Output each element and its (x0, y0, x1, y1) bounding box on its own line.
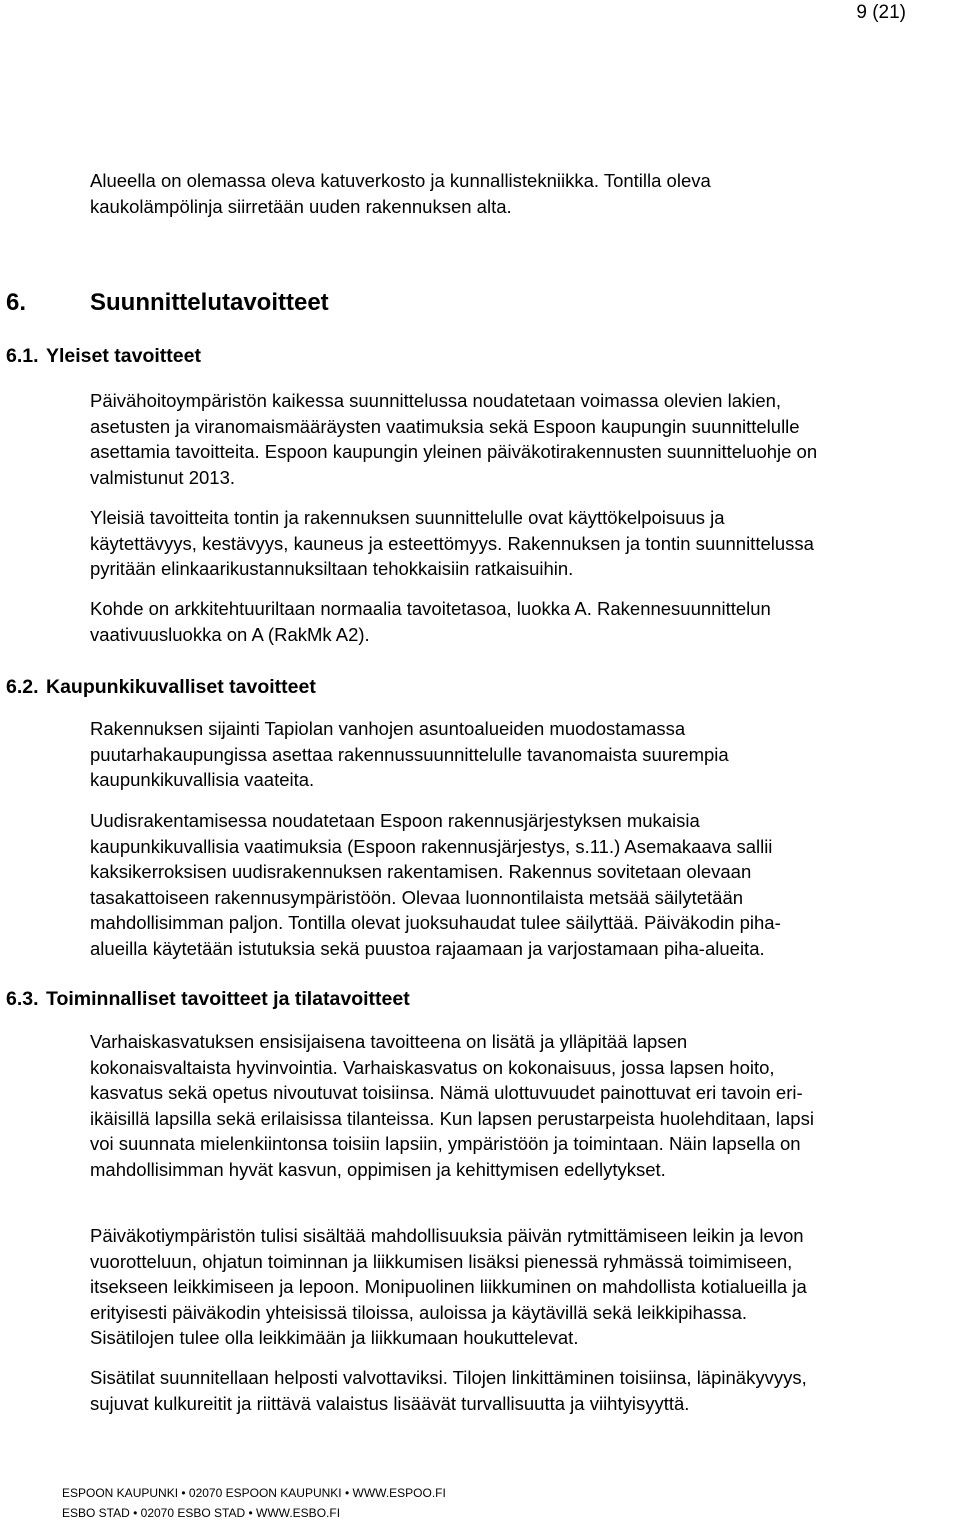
section-number: 6.2. (6, 676, 39, 698)
text-line: voi suunnata mielenkiintonsa toisiin lapsiin, ympäristöön ja toimintaan. Näin lapsella on (90, 1133, 801, 1155)
paragraph (90, 716, 940, 793)
page-number: 9 (21) (856, 2, 906, 23)
text-line: Sisätilojen tulee olla leikkimään ja liikkumaan houkuttelevat. (90, 1327, 579, 1349)
section-title: Toiminnalliset tavoitteet ja tilatavoitteet (46, 988, 410, 1010)
text-line: asettamia tavoitteita. Espoon kaupungin yleinen päiväkotirakennusten suunnitteluohje on (90, 441, 818, 463)
text-line: Yleisiä tavoitteita tontin ja rakennuksen suunnittelulle ovat käyttökelpoisuus ja (90, 507, 725, 528)
paragraph (90, 808, 940, 962)
paragraph (90, 505, 940, 582)
section-title: Kaupunkikuvalliset tavoitteet (46, 676, 316, 698)
section-number: 6.1. (6, 345, 39, 367)
text-line: puutarhakaupungissa asettaa rakennussuunnittelulle tavanomaista suurempia (90, 743, 729, 765)
text-line: kokonaisvaltaista hyvinvointia. Varhaiskasvatus on kokonaisuus, jossa lapsen hoito, (90, 1056, 775, 1078)
text-line: erityisesti päiväkodin yhteisissä tiloissa, auloissa ja käytävillä sekä leikkipihassa. (90, 1301, 748, 1323)
text-line: mahdollisimman hyvät kasvun, oppimisen ja kehittymisen edellytykset. (90, 1158, 666, 1180)
intro-paragraph (90, 168, 940, 219)
text-line: pyritään elinkaarikustannuksiltaan tehokkaisiin ratkaisuihin. (90, 558, 574, 580)
section-number: 6.3. (6, 988, 39, 1010)
text-line: Sisätilat suunnitellaan helposti valvottaviksi. Tilojen linkittäminen toisiinsa, läpinäkyvyys, (90, 1367, 807, 1388)
section-title: Suunnittelutavoitteet (90, 289, 329, 316)
footer-address-swedish: ESBO STAD • 02070 ESBO STAD • WWW.ESBO.FI (62, 1506, 341, 1520)
text-line: Varhaiskasvatuksen ensisijaisena tavoitteena on lisätä ja ylläpitää lapsen (90, 1031, 688, 1052)
text-line: käytettävyys, kestävyys, kauneus ja esteettömyys. Rakennuksen ja tontin suunnittelussa (90, 532, 814, 554)
footer-address-finnish: ESPOON KAUPUNKI • 02070 ESPOON KAUPUNKI • WWW.ESPOO.FI (62, 1486, 446, 1500)
text-line: Alueella on olemassa oleva katuverkosto ja kunnallistekniikka. Tontilla oleva (90, 170, 711, 191)
text-line: vaativuusluokka on A (RakMk A2). (90, 623, 370, 645)
text-line: Päiväkotiympäristön tulisi sisältää mahdollisuuksia päivän rytmittämiseen leikin ja levon (90, 1225, 804, 1246)
text-line: Päivähoitoympäristön kaikessa suunnittelussa noudatetaan voimassa olevien lakien, (90, 390, 782, 411)
text-line: kaukolämpölinja siirretään uuden rakennuksen alta. (90, 195, 512, 217)
text-line: ikäisillä lapsilla sekä erilaisissa tilanteissa. Kun lapsen perustarpeista huolehditaan, lapsi (90, 1107, 814, 1129)
paragraph (90, 1365, 940, 1416)
text-line: kaksikerroksisen uudisrakennuksen rakentamisen. Rakennus sovitetaan olevaan (90, 861, 752, 883)
text-line: kaupunkikuvallisia vaatimuksia (Espoon rakennusjärjestys, s.11.) Asemakaava sallii (90, 835, 773, 857)
text-line: kaupunkikuvallisia vaateita. (90, 769, 315, 791)
text-line: asetusten ja viranomaismääräysten vaatimuksia sekä Espoon kaupungin suunnittelulle (90, 415, 800, 437)
text-line: itsekseen leikkimiseen ja lepoon. Monipuolinen liikkuminen on mahdollista kotialueilla ja (90, 1276, 807, 1298)
paragraph (90, 1029, 940, 1183)
text-line: kasvatus sekä opetus nivoutuvat toisiinsa. Nämä ulottuvuudet painottuvat eri tavoin eri- (90, 1082, 803, 1104)
text-line: tasakattoiseen rakennusympäristöön. Olevaa luonnontilaista metsää säilytetään (90, 886, 744, 908)
text-line: mahdollisimman paljon. Tontilla olevat juoksuhaudat tulee säilyttää. Päiväkodin piha- (90, 912, 781, 934)
text-line: alueilla käytetään istutuksia sekä puustoa rajaamaan ja varjostamaan piha-alueita. (90, 937, 765, 959)
text-line: Rakennuksen sijainti Tapiolan vanhojen asuntoalueiden muodostamassa (90, 718, 686, 739)
text-line: Kohde on arkkitehtuuriltaan normaalia tavoitetasoa, luokka A. Rakennesuunnittelun (90, 598, 771, 619)
paragraph (90, 596, 940, 647)
text-line: valmistunut 2013. (90, 466, 236, 488)
section-number: 6. (6, 289, 27, 316)
section-title: Yleiset tavoitteet (46, 345, 201, 367)
text-line: sujuvat kulkureitit ja riittävä valaistus lisäävät turvallisuutta ja viihtyisyyttä. (90, 1392, 690, 1414)
text-line: Uudisrakentamisessa noudatetaan Espoon rakennusjärjestyksen mukaisia (90, 810, 700, 831)
paragraph (90, 388, 940, 490)
text-line: vuorotteluun, ohjatun toiminnan ja liikkumisen lisäksi pienessä ryhmässä toimimiseen, (90, 1250, 793, 1272)
paragraph (90, 1223, 940, 1351)
